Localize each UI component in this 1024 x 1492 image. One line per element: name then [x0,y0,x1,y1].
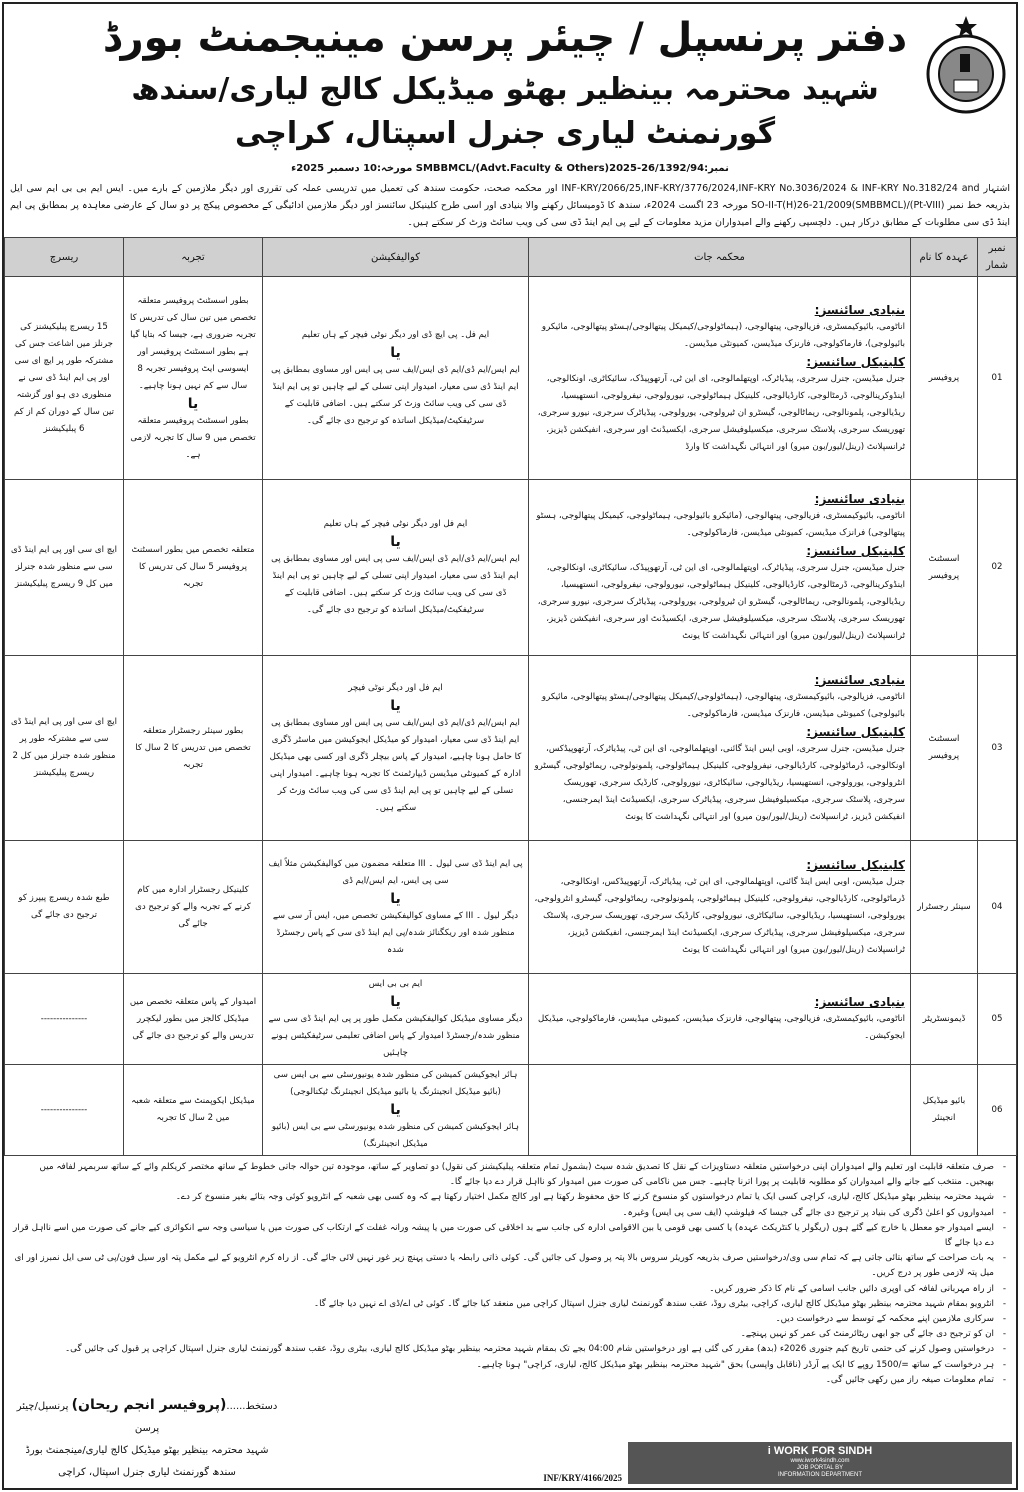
note-item: - یہ بات صراحت کے ساتھ بتائی جاتی ہے کہ تمام سی وی/درخواستیں صرف بذریعہ کوریئر سروس بالا پتہ پر وصول کی جائیں گی۔ کوئی ذاتی رابطہ یا دستی پہنچ زیر غور نہیں لائی جائے گی۔ از راہ کرم انٹرویو کے لیے مکمل پتہ اور سیل فون/پی ٹی سی ایل نمبرز اور ای میل پتہ لازمی طور پر درج کریں۔ [12,1251,994,1281]
experience-cell [124,277,263,480]
column-header: محکمہ جات [529,238,911,277]
clinical-sciences-list: جنرل میڈیسن، جنرل سرجری، پیڈیاٹرک، اوپتھلمالوجی، ای این ٹی، آرتھوپیڈک، سائیکاٹری، اونکالوجی، اینڈوکرینالوجی، ڈرمٹالوجی، کارڈیالوجی، کلینیکل ہیماٹولوجی، نیورولوجی، نیفرولوجی، انستھیسیا، ریڈیالوجی، پلمونالوجی، ریماٹالوجی، گیسٹرو ان ٹیرولوجی، یورولوجی، پیڈیاٹرک سرجری، نیورو سرجری، تھوریسک سرجری، پلاسٹک سرجری، میکسیلوفیشل سرجری، ایکسیڈنٹ اور سرجری، انفیکشن ڈیزیز، ٹرانسپلانٹ (رینل/لیور/بون میرو) اور انتہائی نگہداشت کا وارڈ [537,373,905,452]
experience-cell [124,1065,263,1156]
note-item: - انٹرویو بمقام شہید محترمہ بینظیر بھٹو میڈیکل کالج لیاری، کراچی، بیٹری روڈ، عقب سندھ گورنمنٹ لیاری جنرل اسپتال کراچی میں منعقد کیا جائے گا۔ کوئی ٹی اے/ڈی اے نہیں دیا جائے گا۔ [12,1297,994,1312]
research-text: طبع شدہ ریسرچ پیپرز کو ترجیح دی جائے گی [18,893,110,920]
or-separator: یا [390,534,401,550]
post-cell [911,841,978,974]
clinical-sciences-heading: کلینیکل سائنسز: [806,544,905,558]
column-header: ریسرچ [5,238,124,277]
qualification-text: ایم ایس/ایم ڈی/ایم ڈی ایس/ایف سی پی ایس اور مساوی بمطابق پی ایم اینڈ ڈی سی معیار، امیدوار کو میڈیکل ایجوکیشن میں ماسٹر ڈگری کا حامل ہونا چاہیے، امیدوار کے پاس بیچلر ڈگری اور کسی بھی میڈیکل ادارہ کے کمیونٹی میڈیسن ڈیپارٹمنٹ کا تجربہ ہونا چاہیے۔ امیدوار اپنی تسلی کے لیے چاہیں تو پی ایم اینڈ ڈی سی کی ویب سائٹ وزٹ کر سکتے ہیں۔ [269,717,522,813]
iwork-sindh-banner [628,1442,1012,1484]
page-title: دفتر پرنسپل / چیئر پرسن مینیجمنٹ بورڈ [102,15,908,61]
qualification-cell [263,656,529,841]
note-item: - امیدواروں کو اعلیٰ ڈگری کی بنیاد پر ترجیح دی جائے گی جیسا کہ فیلوشپ (ایف سی پی ایس) وغیرہ۔ [12,1206,994,1221]
research-cell [5,1065,124,1156]
signatory-name: (پروفیسر انجم ریحان) [71,1397,227,1414]
signatory-role: پرنسپل/چیئر پرسن [16,1401,160,1435]
basic-sciences-heading: بنیادی سائنسز: [814,302,905,317]
post-cell [911,974,978,1065]
basic-sciences-list: اناٹومی، بائیوکیمسٹری، فزیالوجی، پیتھالوجی، (ہیماٹولوجی/کیمیکل پیتھالوجی/ہسٹو پیتھالوجی، مائیکرو بائیولوجی)، فارماکولوجی، فارنزک میڈیسن، کمیونٹی میڈیسن۔ [541,321,905,349]
basic-sciences-heading: بنیادی سائنسز: [814,492,905,506]
advertisement-page [2,2,1018,1490]
table-row [5,656,1017,841]
clinical-sciences-heading: کلینیکل سائنسز: [806,354,905,369]
experience-cell [124,974,263,1065]
qualification-text: ایم فل۔ پی ایچ ڈی اور دیگر نوٹی فیچر کے ہاں تعلیم [301,329,490,340]
basic-sciences-list: اناٹومی، بائیوکیمسٹری، فزیالوجی، پیتھالوجی، فارنزک میڈیسن، کمیونٹی میڈیسن، فارماکولوجی، میڈیکل ایجوکیشن۔ [538,1014,905,1041]
research-cell [5,841,124,974]
clinical-sciences-list: جنرل میڈیسن، جنرل سرجری، پیڈیاٹرک، اوپتھلمالوجی، ای این ٹی، آرتھوپیڈک، سائیکاٹری، اونکالوجی، اینڈوکرینالوجی، ڈرمٹالوجی، کارڈیالوجی، کلینیکل ہیماٹولوجی، نیورولوجی، نیفرولوجی، انستھیسیا، ریڈیالوجی، پلمونالوجی، ریماٹالوجی، گیسٹرو ان ٹیرولوجی، یورولوجی، پیڈیاٹرک سرجری، نیورو سرجری، تھوریسک سرجری، پلاسٹک سرجری، میکسیلوفیشل سرجری، ایکسیڈنٹ اور سرجری، انفیکشن ڈیزیز، ٹرانسپلانٹ (رینل/لیور/بون میرو) اور انتہائی نگہداشت کا یونٹ [537,563,905,641]
signature-block [12,1394,282,1484]
portal-line2: INFORMATION DEPARTMENT [778,1472,862,1479]
clinical-sciences-heading: کلینیکل سائنسز: [806,724,905,739]
serial-cell [978,1065,1017,1156]
note-item: - درخواستیں وصول کرنے کی حتمی تاریخ کیم جنوری 2026ء (بدھ) مقرر کی گئی ہے اور درخواستیں شام 04:00 بجے تک بمقام شہید محترمہ بینظیر بھٹو میڈیکل کالج لیاری، بیٹری روڈ، عقب سندھ گورنمنٹ لیاری جنرل اسپتال کراچی پر قبول کی جائیں گی۔ [12,1342,994,1357]
notes-list [12,1160,1008,1388]
portal-url: www.iwork4sindh.com [790,1458,850,1465]
serial-number: 04 [991,901,1003,912]
or-separator: یا [187,395,199,412]
departments-cell [529,841,911,974]
serial-number: 01 [991,372,1003,383]
qualification-cell [263,1065,529,1156]
departments-cell [529,974,911,1065]
qualification-text: ایم فل اور دیگر نوٹی فیچر [348,682,443,693]
post-name: اسسٹنٹ پروفیسر [928,734,960,761]
portal-line1: JOB PORTAL BY [796,1465,844,1472]
table-row [5,841,1017,974]
footer-right [543,1442,1012,1484]
table-row [5,1065,1017,1156]
experience-text: متعلقہ تخصص میں بطور اسسٹنٹ پروفیسر 5 سال کی تدریس کا تجربہ [131,545,255,589]
table-row [5,277,1017,480]
footer-area [4,1388,1016,1488]
basic-sciences-heading: بنیادی سائنسز: [814,672,905,687]
qualification-text: ہائر ایجوکیشن کمیشن کی منظور شدہ یونیورسٹی سے بی ایس سی (بائیو میڈیکل انجینئرنگ یا بائیو میڈیکل انجینئرنگ ٹیکنالوجی) [273,1070,518,1097]
note-item: - تمام معلومات صیغہ راز میں رکھی جائیں گی۔ [12,1373,994,1388]
departments-cell [529,1065,911,1156]
signatory-hospital: سندھ گورنمنٹ لیاری جنرل اسپتال، کراچی [58,1467,236,1479]
note-item: - ان کو ترجیح دی جائے گی جو ابھی ریٹائرمنٹ کی عمر کو نہیں پہنچے۔ [12,1327,994,1342]
serial-number: 06 [991,1104,1003,1115]
research-cell [5,656,124,841]
qualification-text: دیگر لیول ۔ III کے مساوی کوالیفکیشن تخصص میں، ایس آر سی سے منظور شدہ اور ریکگنائز شدہ/پی ایم اینڈ ڈی سی کے پاس رجسٹرڈ شدہ [272,910,519,955]
note-item: - ہر درخواست کے ساتھ =/1500 روپے کا ایک پے آرڈر (ناقابل واپسی) بحق "شہید محترمہ بینظیر بھٹو میڈیکل کالج، لیاری، کراچی" ہونا چاہیے۔ [12,1358,994,1373]
research-cell [5,974,124,1065]
note-item: - ایسے امیدوار جو معطل یا خارج کیے گئے ہوں (ریگولر یا کنٹریکٹ عہدہ) یا کسی بھی قومی یا بین الاقوامی ادارہ کی جانب سے بد اخلاقی کی صورت میں یا پیشہ ورانہ غفلت کے ارتکاب کی صورت میں یا سیاسی وجہ سے انکوائری کیے جانے کی صورت میں اسے نااہل قرار دے دیا جائے گا [12,1221,994,1251]
table-row [5,974,1017,1065]
jobs-table [4,237,1017,1156]
basic-sciences-list: اناٹومی، بائیوکیمسٹری، فزیالوجی، پیتھالوجی، (مائیکرو بائیولوجی، ہیماٹولوجی، کیمیکل پیتھالوجی، ہسٹو پیتھالوجی) فرانزک میڈیسن، کمیونٹی میڈیسن، فارماکولوجی۔ [536,511,905,538]
basic-sciences-heading: بنیادی سائنسز: [814,995,905,1009]
serial-number: 02 [991,562,1003,572]
experience-cell [124,841,263,974]
post-name: ڈیمونسٹریٹر [922,1013,966,1024]
qualification-text: ایم بی بی ایس [368,979,423,989]
qualification-text: ایم ایس/ایم ڈی/ایم ڈی ایس/ایف سی پی ایس اور مساوی بمطابق پی ایم اینڈ ڈی سی معیار، امیدوار اپنی تسلی کے لیے چاہیں تو پی ایم اینڈ ڈی سی کی ویب سائٹ وزٹ کر سکتے ہیں۔ اضافی قابلیت کے سرٹیفکیٹ/میڈیکل اساتذہ کو ترجیح دی جائے گی۔ [271,554,520,615]
post-cell [911,277,978,480]
qualification-cell [263,974,529,1065]
column-header: کوالیفکیشن [263,238,529,277]
research-text: --------------- [40,1013,88,1024]
serial-cell [978,277,1017,480]
intro-paragraph: اشتہار INF-KRY/2066/25,INF-KRY/3776/2024,INF-KRY No.3036/2024 & INF-KRY No.3182/24 and اور محکمہ صحت، حکومت سندھ کی تعمیل میں تدریسی عملہ کی تقرری اور دیگر ملازمین کے بارے میں۔ ایس ایم بی بی ایم سی ایل بذریعہ خط نمبر SO-II-T(H)26-21/2009(SMBBMCL)/(Pt-VIII) مورخہ 23 اگست 2024ء، سندھ کا ڈومیسائل رکھنے والا بنیادی اور اسی طرح کلینیکل سائنسز اور دیگر ملازمین ادائیگی کے مخصوص پیکج پر دو سال کے عارضی معاہدہ پر بمطابق پی ایم اینڈ ڈی سی مطلوبات کے مطابق درکار ہیں۔ دلچسپی رکھنے والے امیدواران مزید معلومات کے لیے پی ایم اینڈ ڈی سی کی ویب سائٹ وزٹ کر سکتے ہیں۔ [10,183,1010,228]
column-header: عہدہ کا نام [911,238,978,277]
page-subtitle: شہید محترمہ بینظیر بھٹو میڈیکل کالج لیاری/سندھ گورنمنٹ لیاری جنرل اسپتال، کراچی [131,72,879,151]
qualification-cell [263,277,529,480]
research-text: ایچ ای سی اور پی ایم اینڈ ڈی سی سے مشترکہ طور پر منظور شدہ جنرلز میں کل 2 ریسرچ پبلیکیشنز [10,717,118,778]
inf-number: INF/KRY/4166/2025 [543,1473,622,1484]
or-separator: یا [390,1102,401,1118]
experience-cell [124,480,263,656]
post-cell [911,480,978,656]
post-name: پروفیسر [928,372,960,383]
departments-cell [529,480,911,656]
experience-cell [124,656,263,841]
departments-cell [529,656,911,841]
clinical-sciences-list: جنرل میڈیسن، اوبی ایس اینڈ گائنی، اوپتھلمالوجی، ای این ٹی، پیڈیاٹرک، آرتھوپیڈکس، اونکالوجی، ڈرماٹولوجی، کارڈیالوجی، نیفرولوجی، کلینیکل ہیماٹولوجی، پلمونولوجی، ریماٹولوجی، گیسٹرو انٹرولوجی، یورولوجی، انستھیسیا، ریڈیالوجی، سائیکاٹری، نیورولوجی، کارڈیک سرجری، تھوریسک سرجری، پلاسٹک سرجری، میکسیلوفیشل سرجری، پیڈیاٹرک سرجری، ایکسیڈنٹ اینڈ ایمرجنسی، انفیکشن ڈیزیز، ٹرانسپلانٹ (رینل/لیور/بون میرو) اور انتہائی نگہداشت کا یونٹ [534,876,905,955]
signature-prefix: دستخط...... [226,1401,278,1413]
or-separator: یا [390,697,401,714]
or-separator: یا [390,344,401,361]
post-cell [911,656,978,841]
page-header [4,4,1016,156]
qualification-cell [263,841,529,974]
column-header: تجربہ [124,238,263,277]
clinical-sciences-list: جنرل میڈیسن، جنرل سرجری، اوبی ایس اینڈ گائنی، اوپتھلمالوجی، ای این ٹی، پیڈیاٹرک، آرتھوپیڈکس، اونکالوجی، ڈرماٹولوجی، کارڈیالوجی، نیفرولوجی، کلینیکل ہیماٹولوجی، پلمونولوجی، ریماٹولوجی، گیسٹرو انٹرولوجی، یورولوجی، انستھیسیا، ریڈیالوجی، سائیکاٹری، نیورولوجی، کارڈیک سرجری، تھوریسک سرجری، پلاسٹک سرجری، میکسیلوفیشل سرجری، پیڈیاٹرک سرجری، ایکسیڈنٹ اینڈ ایمرجنسی، انفیکشن ڈیزیز، ٹرانسپلانٹ (رینل/لیور/بون میرو) اور انتہائی نگہداشت کا یونٹ [534,743,905,822]
research-text: ایچ ای سی اور پی ایم اینڈ ڈی سی سے منظور شدہ جنرلز میں کل 9 ریسرچ پبلیکیشنز [10,545,118,589]
signatory-institution: شہید محترمہ بینظیر بھٹو میڈیکل کالج لیاری/مینجمنٹ بورڈ [25,1445,269,1457]
note-item: - از راہ مہربانی لفافہ کی اوپری دائیں جانب اسامی کے نام کا ذکر ضرور کریں۔ [12,1282,994,1297]
research-text: --------------- [40,1104,88,1115]
qualification-text: پی ایم اینڈ ڈی سی لیول ۔ III متعلقہ مضمون میں کوالیفکیشن مثلاً ایف سی پی ایس، ایم ایس/ایم ڈی [268,858,523,886]
experience-text: میڈیکل ایکوپمنٹ سے متعلقہ شعبہ میں 2 سال کا تجربہ [131,1096,255,1123]
departments-cell [529,277,911,480]
college-logo [924,14,1008,114]
serial-cell [978,656,1017,841]
experience-text: بطور اسسٹنٹ پروفیسر متعلقہ تخصص میں 9 سال کا تجربہ لازمی ہے۔ [130,415,256,460]
serial-number: 03 [991,742,1003,753]
basic-sciences-list: اناٹومی، فزیالوجی، بائیوکیمسٹری، پیتھالوجی، (ہیماٹولوجی/کیمیکل پیتھالوجی/ہسٹو پیتھالوجی، مائیکرو بائیولوجی) کمیونٹی میڈیسن، فارنزک میڈیسن، فارماکولوجی۔ [541,691,905,719]
qualification-text: دیگر مساوی میڈیکل کوالیفکیشن مکمل طور پر پی ایم اینڈ ڈی سی سے منظور شدہ/رجسٹرڈ امیدوار کے پاس اضافی تعلیمی سرٹیفکیٹس ہونے چاہئیں [268,1014,523,1058]
serial-cell [978,841,1017,974]
or-separator: یا [390,890,401,907]
portal-title: i WORK FOR SINDH [767,1445,873,1458]
research-cell [5,480,124,656]
table-row [5,480,1017,656]
or-separator: یا [390,994,401,1010]
experience-text: امیدوار کے پاس متعلقہ تخصص میں میڈیکل کالجز میں بطور لیکچرر تدریس والے کو ترجیح دی جائے گی [129,996,257,1041]
serial-number: 05 [991,1013,1003,1024]
experience-text: بطور اسسٹنٹ پروفیسر متعلقہ تخصص میں تین سال کی تدریس کا تجربہ ضروری ہے، جیسا کہ بتایا گیا ہے بطور اسسٹنٹ پروفیسر اور ایسوسی ایٹ پروفیسر تجربہ 8 سال سے کم نہیں ہونا چاہیے۔ [129,295,256,391]
note-item: - سرکاری ملازمین اپنے محکمہ کے توسط سے درخواست دیں۔ [12,1312,994,1327]
experience-text: بطور سینئر رجسٹرار متعلقہ تخصص میں تدریس کا 2 سال کا تجربہ [135,725,251,770]
column-header: نمبر شمار [978,238,1017,277]
note-item: - شہید محترمہ بینظیر بھٹو میڈیکل کالج، لیاری، کراچی کسی ایک یا تمام درخواستوں کو منسوخ کرنے کا حق محفوظ رکھتا ہے اور کالج مکمل اختیار رکھتا ہے کہ وہ کسی بھی شعبہ کے انٹرویو کوئی وجہ بتائے بغیر منسوخ کر دے۔ [12,1190,994,1205]
qualification-text: ہائر ایجوکیشن کمیشن کی منظور شدہ یونیورسٹی سے بی ایس (بائیو میڈیکل انجینئرنگ) [271,1122,520,1149]
table-header-row [5,238,1017,277]
qualification-text: ایم ایس/ایم ڈی/ایم ڈی ایس/ایف سی پی ایس اور مساوی بمطابق پی ایم اینڈ ڈی سی معیار، امیدوار اپنی تسلی کے لیے چاہیں تو پی ایم اینڈ ڈی سی کی ویب سائٹ وزٹ کر سکتے ہیں۔ اضافی قابلیت کے سرٹیفکیٹ/میڈیکل اساتذہ کو ترجیح دی جائے گی۔ [271,364,520,426]
post-name: اسسٹنٹ پروفیسر [928,553,960,581]
experience-text: کلینیکل رجسٹرار ادارہ میں کام کرنے کے تجربہ والے کو ترجیح دی جائے گی [135,884,251,929]
research-text: 15 ریسرچ پبلیکیشنز کی جرنلز میں اشاعت جس کی مشترکہ طور پر ایچ ای سی اور پی ایم اینڈ ڈی سی نے منظوری دی ہو اور گزشتہ تین سال کے دوران کم از کم 6 پبلیکیشنز [13,321,115,434]
post-cell [911,1065,978,1156]
research-cell [5,277,124,480]
reference-number: نمبر:SMBBMCL/(Advt.Faculty & Others)2025-26/1392/94 مورخہ:10 دسمبر 2025ء [291,163,729,174]
post-name: سینئر رجسٹرار [917,901,971,912]
post-name: بائیو میڈیکل انجینئر [922,1096,966,1123]
qualification-cell [263,480,529,656]
note-item: - صرف متعلقہ قابلیت اور تعلیم والے امیدواران اپنی درخواستیں متعلقہ دستاویزات کے نقل کا تصدیق شدہ سیٹ (بشمول تمام متعلقہ پبلیکیشنز کی نقول) دو تصاویر کے ساتھ، موجودہ تین حوالہ جاتی خطوط کے ساتھ مختصر کریکلم وائے کے ساتھ سربمہر لفافہ میں بھیجیں۔ منتخب کیے جانے والے امیدواران کو مطلوبہ قابلیت پر پورا اترنا چاہیے۔ جس میں ناکامی کی صورت میں امیدوار کو نااہل قرار دے دیا جائے گا۔ [12,1160,994,1190]
serial-cell [978,974,1017,1065]
serial-cell [978,480,1017,656]
qualification-text: ایم فل اور دیگر نوٹی فیچر کے ہاں تعلیم [323,519,468,529]
clinical-sciences-heading: کلینیکل سائنسز: [806,857,905,872]
